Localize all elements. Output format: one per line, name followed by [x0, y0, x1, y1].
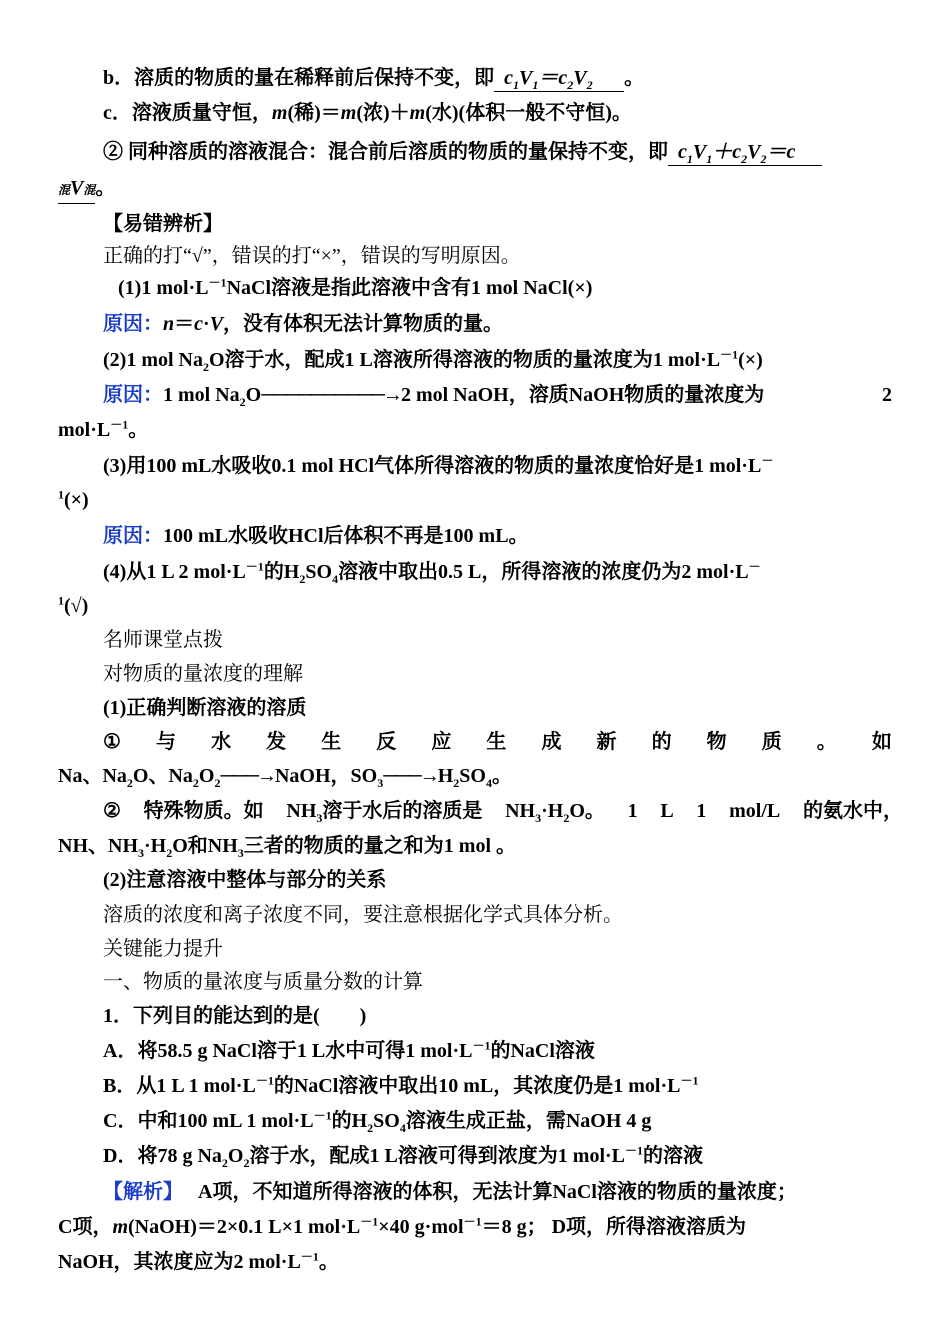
- option-a: A．将58.5 g NaCl溶于1 L水中可得1 $mol\cdot L^{-1}$的NaCl溶液: [103, 1038, 595, 1062]
- yicuo-title: 【易错辨析】: [103, 213, 223, 235]
- question-1: (1)1 $mol\cdot L^{-1}NaCl$溶液是指此溶液中含有1 mol NaCl(×): [118, 275, 593, 299]
- question-4: (4)从1 L 2 $mol\cdot L^{-1}$的$H_2SO_4$溶液中取出0.5 L，所得溶液的浓度仍为2 mol·L－: [103, 559, 761, 586]
- exercise-1: 1．下列目的能达到的是( ): [103, 1005, 367, 1027]
- point-1: (1)正确判断溶液的溶质: [103, 697, 307, 719]
- reason-2-cont: $mol\cdot L^{-1}$。: [58, 417, 149, 441]
- question-4-cont: $^1$(√): [58, 593, 89, 617]
- section-1-title: 一、物质的量浓度与质量分数的计算: [103, 971, 423, 993]
- question-2: (2)1 mol $Na_2O$溶于水，配成1 L溶液所得溶液的物质的量浓度为1 $mol\cdot L^{-1}(\times)$: [103, 347, 763, 374]
- option-b: B．从1 L 1 $mol\cdot L^{-1}$的NaCl溶液中取出10 mL，其浓度仍是1 $mol\cdot L^{-1}$: [103, 1073, 699, 1097]
- rule-mix: ② 同种溶质的溶液混合：混合前后溶质的物质的量保持不变，即 $c_1V_1+c_2V_2=c$: [103, 136, 892, 168]
- rule-mix-cont: 混V混。: [58, 172, 892, 204]
- option-d: D．将78 g $Na_2O_2$溶于水，配成1 L溶液可得到浓度为1 $mol\cdot L^{-1}$的溶液: [103, 1143, 704, 1170]
- point-2: (2)注意溶液中整体与部分的关系: [103, 869, 387, 891]
- question-3: (3)用100 mL水吸收0.1 mol HCl气体所得溶液的物质的量浓度恰好是1 mol·L－: [103, 453, 774, 477]
- point-2a: 溶质的浓度和离子浓度不同，要注意根据化学式具体分析。: [103, 904, 623, 926]
- point-1c-cont: NH、$NH_3\cdot H_2O$和$NH_3$三者的物质的量之和为1 mol 。: [58, 835, 517, 860]
- reason-1: 原因：n＝c·V，没有体积无法计算物质的量。: [103, 313, 504, 335]
- section-guanjian: 关键能力提升: [103, 938, 223, 960]
- section-mingshi: 名师课堂点拨: [103, 629, 223, 651]
- point-1a: ① 与 水 发 生 反 应 生 成 新 的 物 质 。 如: [103, 731, 892, 753]
- reason-2: 原因：1 mol $Na_2O──────────\to 2$ mol NaOH，溶质NaOH物质的量浓度为 2: [103, 384, 892, 409]
- point-1c: ② 特殊物质。如 $NH_3$溶于水后的溶质是 $NH_3\cdot H_2O$。 1 L 1 mol/L 的氨水中，: [103, 800, 903, 825]
- analysis: 【解析】 A项，不知道所得溶液的体积，无法计算NaCl溶液的物质的量浓度；: [103, 1181, 797, 1203]
- rule-c: c．溶液质量守恒，m(稀)＝m(浓)＋m(水)(体积一般不守恒)。: [103, 102, 632, 124]
- analysis-cont-1: C项，m(NaOH)＝2×0.1 L×1 $mol\cdot L^{-1}\times 40$ g·mol$^{-1}$＝8 g； D项，所得溶液溶质为: [58, 1214, 747, 1238]
- question-3-cont: $^1$(×): [58, 487, 89, 511]
- option-c: C．中和100 mL 1 $mol\cdot L^{-1}$的$H_2SO_4$溶液生成正盐，需NaOH 4 g: [103, 1108, 652, 1135]
- rule-b: b．溶质的物质的量在稀释前后保持不变，即 $c_1V_1=c_2V_2$ 。: [103, 67, 645, 92]
- text-mirror: b．溶质的物质的量在稀释前后保持不变，即c1V1＝c2V2c．溶液质量守恒，m(稀)＝m(浓)＋m(水)(体积一般不守恒)。② 同种溶质的溶液混合：混合前后溶质的物质的量保持不变，即c1V1＋c2V2＝c混V混(1)1 mol·L⁻¹NaCl溶液是指此溶液中含有1 mol NaCl(×)n＝c·V，没有体积无法计算物质的量。(2)1 mol Na2O溶于水，配成1 L溶液所得溶液的物质的量浓度为1 mol·L⁻¹(×)1 mol Na2O→2 mol NaOH，溶质NaOH物质的量浓度为2 mol·L⁻¹。(3)用100 mL水吸收0.1 mol HCl气体所得溶液的物质的量浓度恰好是1 mol·L⁻¹(×)100 mL水吸收HCl后体积不再是100 mL。(4)从1 L 2 mol·L⁻¹的H2SO4溶液中取出0.5 L，所得溶液的浓度仍为2 mol·L⁻¹(√)① 与水发生反应生成新的物质。如Na、Na2O、Na2O2→NaOH，SO3→H2SO4。② 特殊物质。如NH3溶于水后的溶质是NH3·H2O。1 L 1 mol/L的氨水中，NH、NH3·H2O和NH3三者的物质的量之和为1 mol。A．将58.5 g NaCl溶于1 L水中可得1 mol·L⁻¹的NaCl溶液B．从1 L 1 mol·L⁻¹的NaCl溶液中取出10 mL，其浓度仍是1 mol·L⁻¹C．中和100 mL 1 mol·L⁻¹的H2SO4溶液生成正盐，需NaOH 4 gD．将78 g Na2O2溶于水，配成1 L溶液可得到浓度为1 mol·L⁻¹的溶液A项，不知道所得溶液的体积，无法计算NaCl溶液的物质的量浓度；C项，m(NaOH)＝2×0.1 L×1 mol·L⁻¹×40 g·mol⁻¹＝8 g；D项，所得溶液溶质为NaOH，其浓度应为2 mol·L⁻¹。: [0, 1300, 563, 1301]
- point-1b: Na、$Na_2O$、$Na_2O_2───\to NaOH$，$SO_3───\to H_2SO_4$。: [58, 765, 512, 790]
- reason-3: 原因：100 mL水吸收HCl后体积不再是100 mL。: [103, 525, 529, 547]
- section-lijie: 对物质的量浓度的理解: [103, 663, 303, 685]
- yicuo-intro: 正确的打“√”，错误的打“×”，错误的写明原因。: [103, 245, 521, 267]
- analysis-cont-2: NaOH，其浓度应为2 $mol\cdot L^{-1}$。: [58, 1249, 339, 1273]
- answer-blank: $c_1V_1=c_2V_2$: [494, 65, 624, 92]
